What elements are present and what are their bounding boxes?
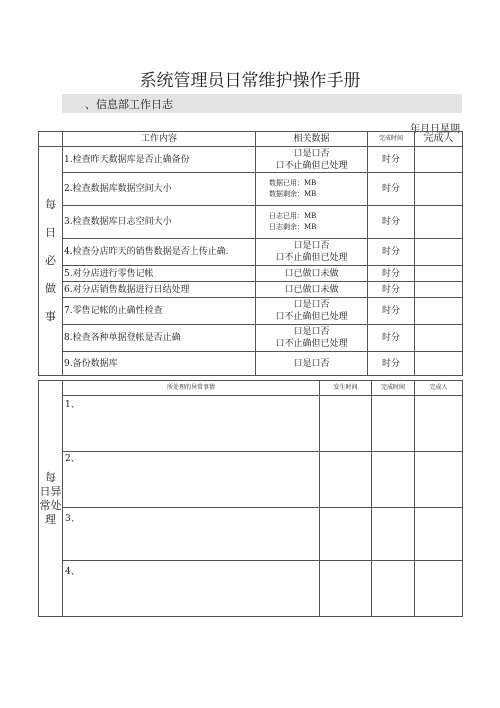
person-cell[interactable] <box>415 147 463 173</box>
exceptions-table <box>38 380 463 617</box>
header-person: 完成人 <box>415 381 463 396</box>
time-cell[interactable]: 时分 <box>368 352 415 376</box>
occurred-cell[interactable] <box>320 452 372 508</box>
time-cell[interactable]: 时分 <box>368 239 415 266</box>
table-row <box>39 298 463 325</box>
table-row <box>39 325 463 352</box>
task-cell: 8.检查各种单据登帐是否止确 <box>63 325 256 352</box>
data-cell[interactable]: 口是口否 口不止确但已处理 <box>256 325 368 352</box>
person-cell[interactable] <box>415 266 463 282</box>
table-row <box>39 452 463 508</box>
header-person: 完成人 <box>415 132 463 147</box>
time-cell[interactable]: 时分 <box>368 173 415 206</box>
time-cell[interactable]: 时分 <box>368 266 415 282</box>
time-cell[interactable]: 时分 <box>368 325 415 352</box>
data-cell[interactable]: 日志已用：MB 日志剩余：MB <box>256 206 368 239</box>
person-cell[interactable] <box>415 452 463 508</box>
time-cell[interactable]: 时分 <box>368 298 415 325</box>
issue-cell[interactable]: 2、 <box>63 452 320 508</box>
daily-side-label: 每 日 必 做 事 <box>39 147 63 376</box>
time-cell[interactable]: 时分 <box>368 206 415 239</box>
header-time: 完成时间 <box>368 132 415 147</box>
occurred-cell[interactable] <box>320 396 372 452</box>
issue-cell[interactable]: 1、 <box>63 396 320 452</box>
task-cell: 9.备份数据库 <box>63 352 256 376</box>
time-cell[interactable]: 时分 <box>368 282 415 298</box>
data-cell[interactable]: 口是口否 口不止确但已处理 <box>256 239 368 266</box>
page-title: 系统管理员日常维护操作手册 <box>139 71 361 91</box>
section-title: 、信息部工作日志 <box>85 98 173 111</box>
header-issue: 所处理的异常事情 <box>63 381 320 396</box>
header-corner <box>39 132 63 147</box>
person-cell[interactable] <box>415 508 463 561</box>
task-cell: 6.对分店销售数据进行日结处理 <box>63 282 256 298</box>
table-row <box>39 173 463 206</box>
task-cell: 3.检查数据库日志空间大小 <box>63 206 256 239</box>
issue-cell[interactable]: 3、 <box>63 508 320 561</box>
daily-tasks-table <box>38 131 463 376</box>
header-data: 相关数据 <box>256 132 368 147</box>
table-row <box>39 396 463 452</box>
data-cell[interactable]: 口是口否 口不止确但已处理 <box>256 147 368 173</box>
data-cell[interactable]: 口已做口未做 <box>256 266 368 282</box>
data-cell[interactable]: 口是口否 口不止确但已处理 <box>256 298 368 325</box>
header-occurred: 发生时间 <box>320 381 372 396</box>
task-cell: 7.零售记帐的止确性检查 <box>63 298 256 325</box>
table-row <box>39 508 463 561</box>
table-row <box>39 561 463 617</box>
date-line: 年月日星期 <box>410 124 460 135</box>
table-row <box>39 206 463 239</box>
occurred-cell[interactable] <box>320 508 372 561</box>
header-time: 完成时间 <box>372 381 415 396</box>
task-cell: 5.对分店进行零售记帐 <box>63 266 256 282</box>
table-row <box>39 282 463 298</box>
task-cell: 4.检查分店昨天的销售数据是否上传止确. <box>63 239 256 266</box>
person-cell[interactable] <box>415 282 463 298</box>
time-cell[interactable] <box>372 396 415 452</box>
table-row <box>39 266 463 282</box>
time-cell[interactable] <box>372 452 415 508</box>
data-cell[interactable]: 数据已用：MB 数据剩余：MB <box>256 173 368 206</box>
header-content: 工作内容 <box>63 132 256 147</box>
occurred-cell[interactable] <box>320 561 372 617</box>
exceptions-side-label: 每 日异 常处 理 <box>39 381 63 617</box>
data-cell[interactable]: 口是口否 <box>256 352 368 376</box>
issue-cell[interactable]: 4、 <box>63 561 320 617</box>
person-cell[interactable] <box>415 206 463 239</box>
person-cell[interactable] <box>415 173 463 206</box>
task-cell: 1.检查昨天数据库是否止确备份 <box>63 147 256 173</box>
time-cell[interactable]: 时分 <box>368 147 415 173</box>
table-row <box>39 352 463 376</box>
person-cell[interactable] <box>415 325 463 352</box>
table-row <box>39 147 463 173</box>
person-cell[interactable] <box>415 239 463 266</box>
table-row <box>39 239 463 266</box>
time-cell[interactable] <box>372 561 415 617</box>
table-header-row <box>39 132 463 147</box>
task-cell: 2.检查数据库数据空间大小 <box>63 173 256 206</box>
person-cell[interactable] <box>415 298 463 325</box>
time-cell[interactable] <box>372 508 415 561</box>
table-header-row <box>39 381 463 396</box>
data-cell[interactable]: 口已做口未做 <box>256 282 368 298</box>
person-cell[interactable] <box>415 396 463 452</box>
person-cell[interactable] <box>415 561 463 617</box>
person-cell[interactable] <box>415 352 463 376</box>
